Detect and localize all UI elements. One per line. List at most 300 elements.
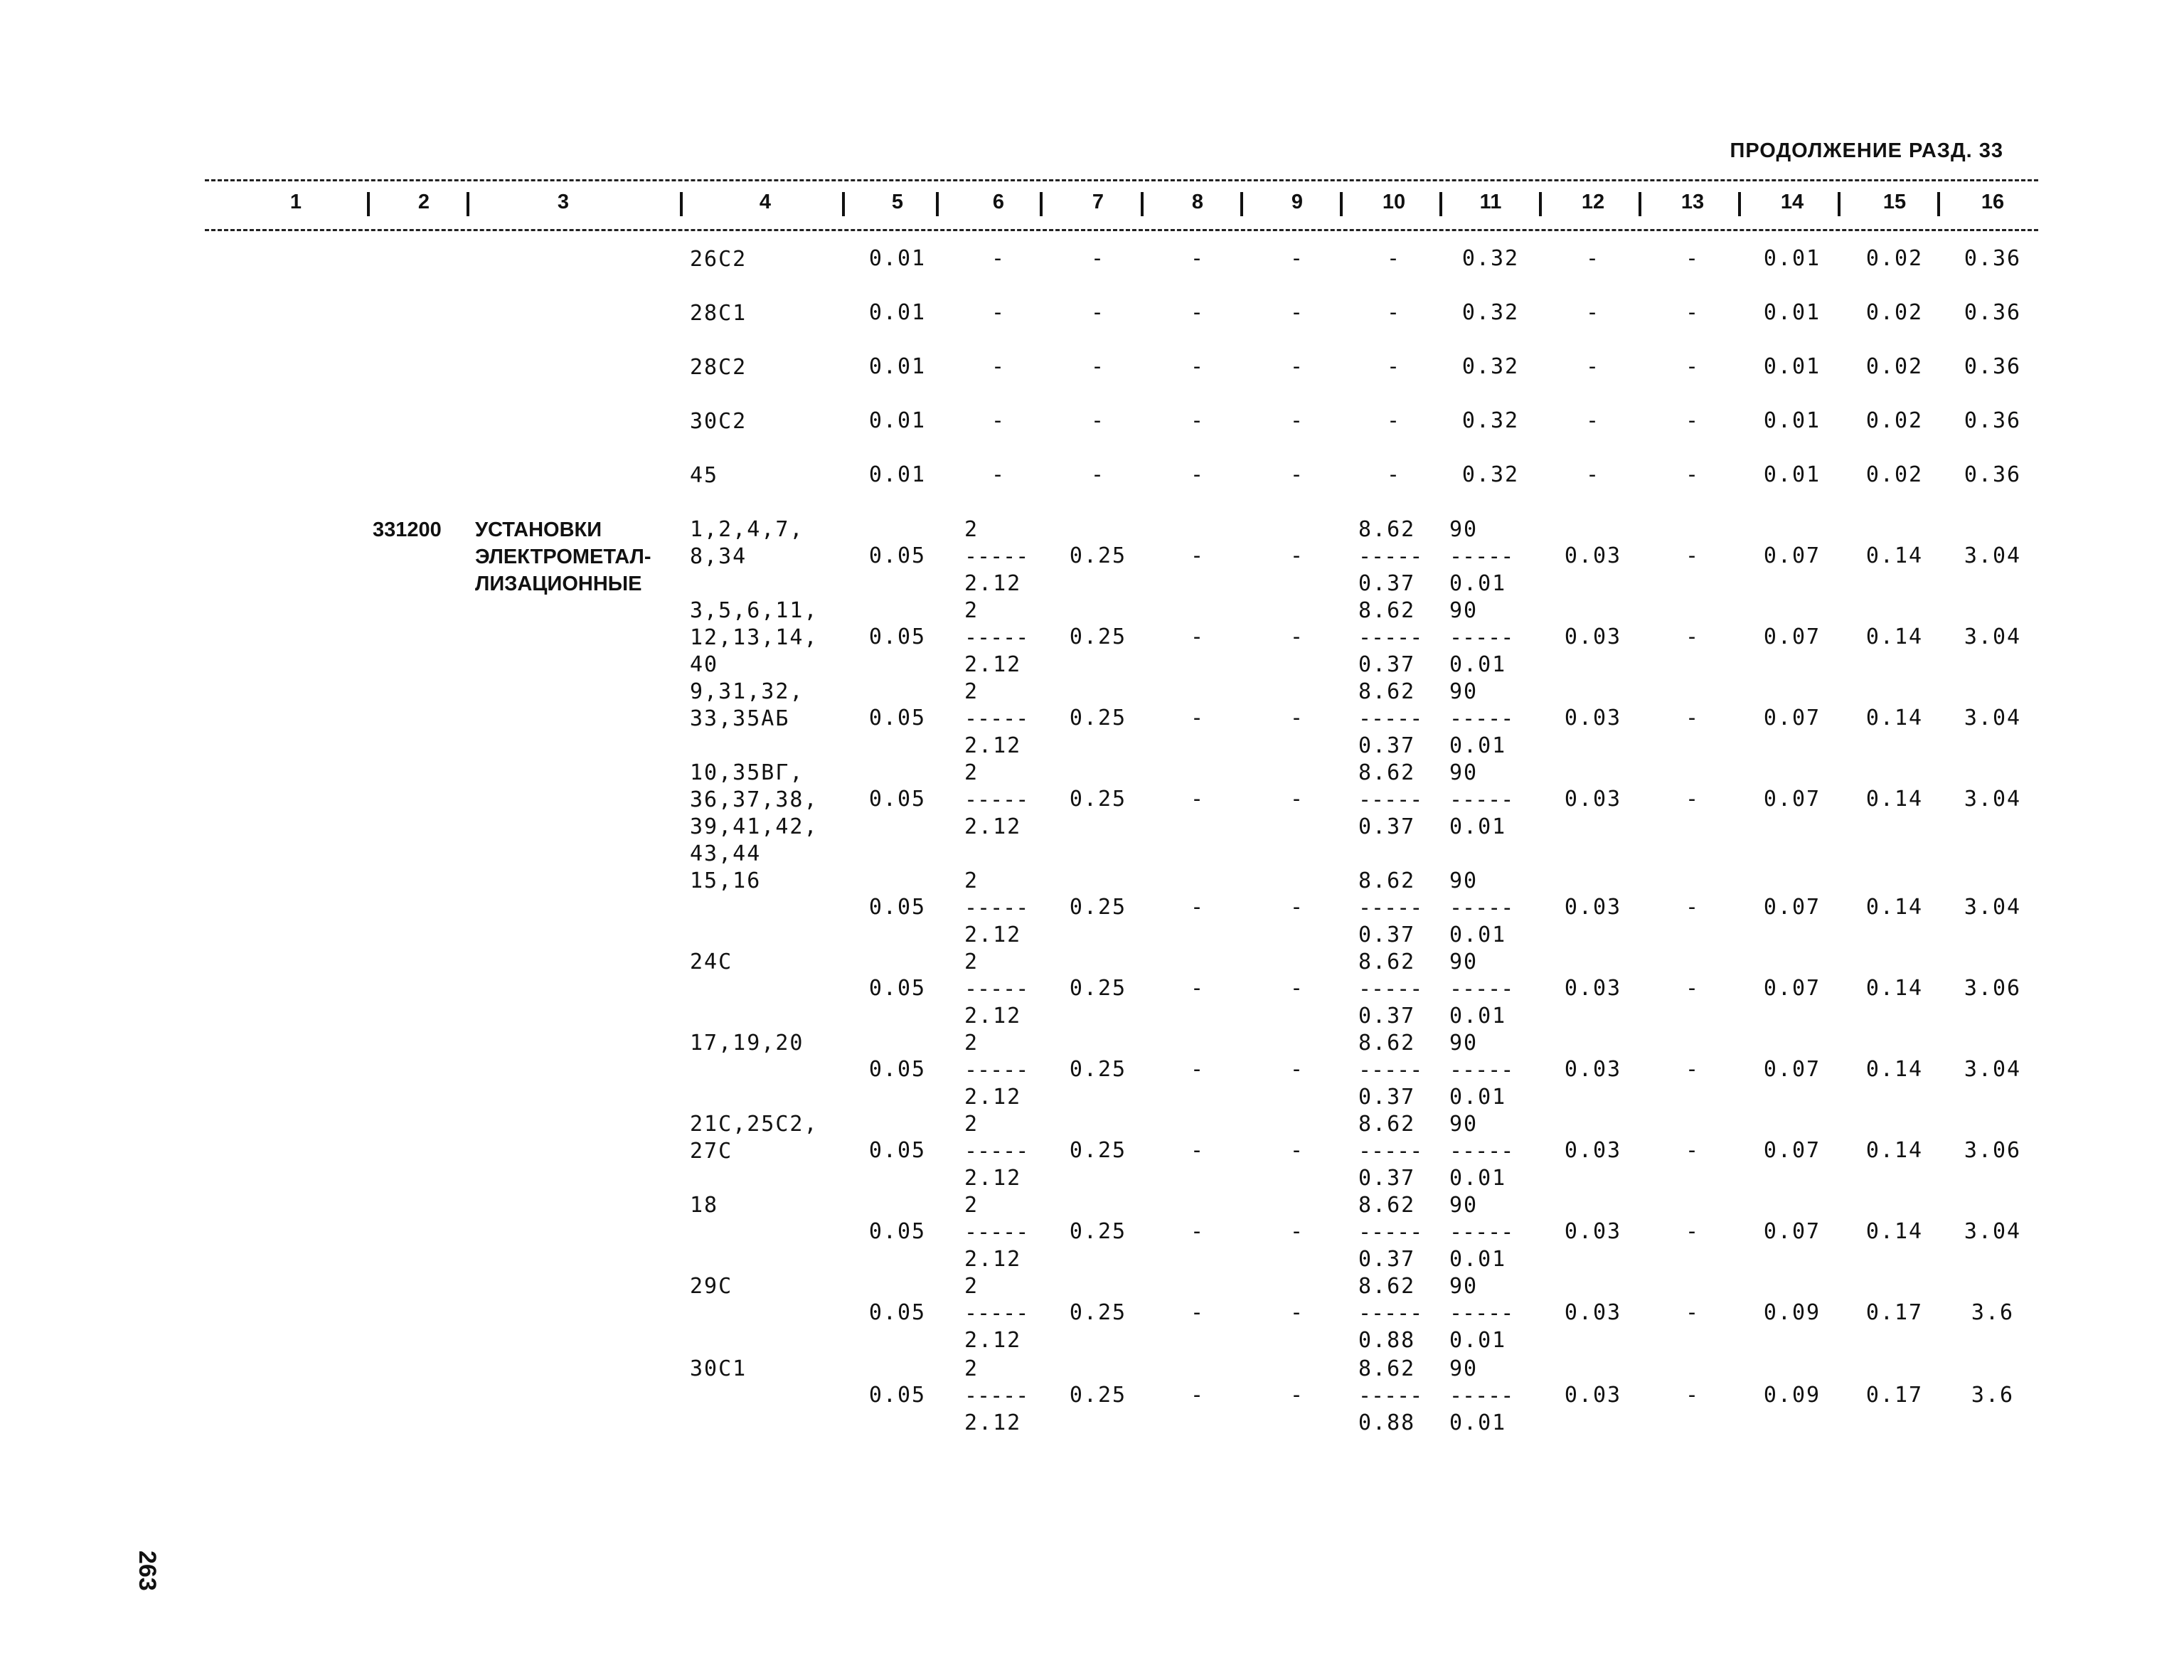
fraction-bar: ----- [1449,895,1514,920]
table-cell-c5: 0.05 [868,787,927,812]
table-cell-c10-fraction [1358,949,1422,1030]
fraction-numerator: 2 [964,1356,979,1381]
table-row-col4-line: 3,5,6,11, [690,598,819,623]
fraction-bar: ----- [1449,787,1514,812]
table-cell-c13: - [1685,408,1700,433]
table-cell-c13: - [1685,462,1700,487]
table-cell-c7: 0.25 [1069,543,1127,568]
fraction-denominator: 2.12 [964,1004,1022,1028]
table-cell-c9: - [1289,462,1305,487]
table-cell-c9: - [1289,706,1305,730]
fraction-numerator: 90 [1449,1112,1479,1137]
fraction-denominator: 0.88 [1358,1410,1416,1435]
fraction-denominator: 0.37 [1358,1247,1416,1272]
fraction-denominator: 2.12 [964,1247,1022,1272]
fraction-denominator: 0.01 [1449,1004,1507,1028]
table-cell-c10: - [1386,246,1402,271]
table-cell-c6-fraction [964,949,1028,1030]
table-cell-c7: - [1090,408,1106,433]
table-cell-c14: 0.09 [1763,1300,1821,1325]
table-row-col4-line: 1,2,4,7, [690,517,804,542]
fraction-bar: ----- [1358,544,1423,569]
fraction-numerator: 8.62 [1358,517,1416,542]
fraction-numerator: 8.62 [1358,598,1416,623]
fraction-bar: ----- [964,1301,1029,1326]
fraction-bar: ----- [964,1058,1029,1083]
fraction-denominator: 0.37 [1358,652,1416,677]
fraction-denominator: 2.12 [964,733,1022,758]
table-row-col4-line: 33,35АБ [690,706,790,731]
table-cell-c15: 0.14 [1865,543,1924,568]
table-cell-c15: 0.14 [1865,787,1924,812]
table-cell-c16: 3.04 [1964,706,2022,730]
fraction-denominator: 0.01 [1449,814,1507,839]
table-cell-c15: 0.14 [1865,1057,1924,1082]
table-cell-c10: - [1386,354,1402,379]
fraction-numerator: 8.62 [1358,1356,1416,1381]
column-number-3: 3 [557,191,570,213]
table-cell-c11: 0.32 [1461,246,1520,271]
table-cell-c14: 0.01 [1763,300,1821,325]
table-cell-c6: - [991,462,1006,487]
table-cell-c7: 0.25 [1069,1057,1127,1082]
table-cell-c11-fraction [1449,516,1513,597]
fraction-denominator: 0.01 [1449,733,1507,758]
fraction-numerator: 2 [964,517,979,542]
fraction-numerator: 2 [964,950,979,974]
table-cell-c9: - [1289,1138,1305,1163]
table-row-col4: 26С2 [690,247,747,272]
table-cell-c8: - [1190,462,1205,487]
fraction-numerator: 90 [1449,1193,1479,1218]
table-cell-c6-fraction [964,868,1028,949]
fraction-bar: ----- [1449,1301,1514,1326]
table-cell-c10: - [1386,300,1402,325]
table-row-col4-line: 24С [690,950,733,974]
table-cell-c14: 0.07 [1763,787,1821,812]
table-cell-c9: - [1289,1300,1305,1325]
table-cell-c5: 0.05 [868,1219,927,1244]
table-cell-c8: - [1190,787,1205,812]
fraction-numerator: 8.62 [1358,1193,1416,1218]
group-code: 331200 [373,519,442,541]
table-cell-c12: 0.03 [1564,624,1622,649]
table-cell-c8: - [1190,543,1205,568]
column-number-16: 16 [1981,191,2005,213]
table-cell-c7: 0.25 [1069,895,1127,920]
table-cell-c7: - [1090,300,1106,325]
table-cell-c15: 0.14 [1865,624,1924,649]
column-number-10: 10 [1382,191,1406,213]
table-cell-c11: 0.32 [1461,408,1520,433]
fraction-bar: ----- [1358,1383,1423,1408]
table-cell-c6: - [991,300,1006,325]
table-cell-c16: 3.04 [1964,787,2022,812]
table-cell-c10: - [1386,462,1402,487]
table-cell-c16: 0.36 [1964,408,2022,433]
table-cell-c5: 0.05 [868,706,927,730]
fraction-denominator: 2.12 [964,1328,1022,1353]
column-number-2: 2 [417,191,430,213]
group-name-line: ЛИЗАЦИОННЫЕ [475,573,642,595]
table-cell-c16: 3.04 [1964,543,2022,568]
fraction-bar: ----- [964,787,1029,812]
fraction-denominator: 0.01 [1449,1085,1507,1110]
table-cell-c7: 0.25 [1069,706,1127,730]
table-cell-c6-fraction [964,1356,1028,1437]
fraction-numerator: 8.62 [1358,868,1416,893]
table-cell-c12: 0.03 [1564,706,1622,730]
fraction-numerator: 90 [1449,517,1479,542]
table-cell-c5: 0.01 [868,354,927,379]
table-cell-c10-fraction [1358,1356,1422,1437]
table-cell-c7: 0.25 [1069,1383,1127,1408]
fraction-denominator: 0.37 [1358,571,1416,596]
fraction-bar: ----- [1358,1139,1423,1164]
fraction-denominator: 2.12 [964,814,1022,839]
table-cell-c7: 0.25 [1069,976,1127,1001]
table-cell-c14: 0.01 [1763,408,1821,433]
column-number-6: 6 [992,191,1005,213]
table-cell-c12: - [1585,462,1601,487]
fraction-numerator: 2 [964,1112,979,1137]
table-row-col4-line: 12,13,14, [690,625,819,650]
fraction-bar: ----- [1449,544,1514,569]
table-cell-c6-fraction [964,679,1028,760]
table-cell-c10-fraction [1358,679,1422,760]
table-cell-c8: - [1190,408,1205,433]
table-cell-c14: 0.09 [1763,1383,1821,1408]
table-cell-c8: - [1190,976,1205,1001]
table-cell-c10-fraction [1358,1111,1422,1192]
fraction-numerator: 8.62 [1358,1112,1416,1137]
fraction-bar: ----- [1449,977,1514,1001]
table-cell-c13: - [1685,1138,1700,1163]
table-cell-c13: - [1685,1383,1700,1408]
column-number-15: 15 [1882,191,1907,213]
fraction-bar: ----- [1449,625,1514,650]
column-number-12: 12 [1581,191,1605,213]
fraction-bar: ----- [1358,787,1423,812]
column-number-8: 8 [1191,191,1204,213]
table-cell-c12: 0.03 [1564,895,1622,920]
fraction-bar: ----- [1358,1220,1423,1245]
table-cell-c10: - [1386,408,1402,433]
table-cell-c15: 0.02 [1865,300,1924,325]
group-name-line: УСТАНОВКИ [475,519,602,541]
table-cell-c13: - [1685,300,1700,325]
table-cell-c16: 3.04 [1964,624,2022,649]
table-cell-c12: 0.03 [1564,1300,1622,1325]
table-cell-c14: 0.07 [1763,895,1821,920]
fraction-numerator: 2 [964,1193,979,1218]
table-cell-c8: - [1190,1383,1205,1408]
table-cell-c7: - [1090,462,1106,487]
table-cell-c16: 3.04 [1964,895,2022,920]
table-cell-c9: - [1289,1219,1305,1244]
table-cell-c11-fraction [1449,1111,1513,1192]
fraction-denominator: 0.37 [1358,1166,1416,1191]
fraction-bar: ----- [964,895,1029,920]
table-cell-c16: 3.06 [1964,976,2022,1001]
fraction-numerator: 2 [964,1031,979,1056]
table-cell-c12: - [1585,354,1601,379]
fraction-numerator: 8.62 [1358,950,1416,974]
fraction-bar: ----- [1449,1383,1514,1408]
table-cell-c5: 0.05 [868,1383,927,1408]
table-cell-c7: 0.25 [1069,624,1127,649]
table-row-col4: 28С1 [690,301,747,326]
table-row-col4: 45 [690,463,719,488]
table-cell-c5: 0.01 [868,462,927,487]
table-cell-c7: - [1090,246,1106,271]
table-cell-c13: - [1685,787,1700,812]
fraction-bar: ----- [1449,1058,1514,1083]
table-cell-c12: 0.03 [1564,1219,1622,1244]
table-cell-c8: - [1190,300,1205,325]
fraction-numerator: 8.62 [1358,1031,1416,1056]
table-cell-c15: 0.14 [1865,706,1924,730]
column-number-11: 11 [1479,191,1502,213]
table-row-col4-line: 27С [690,1139,733,1164]
table-cell-c15: 0.02 [1865,354,1924,379]
table-cell-c14: 0.07 [1763,624,1821,649]
table-cell-c5: 0.05 [868,624,927,649]
table-cell-c7: 0.25 [1069,787,1127,812]
fraction-denominator: 0.01 [1449,652,1507,677]
fraction-numerator: 90 [1449,950,1479,974]
fraction-denominator: 0.37 [1358,1085,1416,1110]
table-cell-c6-fraction [964,1273,1028,1354]
table-cell-c9: - [1289,787,1305,812]
table-cell-c11-fraction [1449,1356,1513,1437]
table-cell-c11-fraction [1449,1192,1513,1273]
table-cell-c14: 0.01 [1763,354,1821,379]
table-cell-c15: 0.14 [1865,895,1924,920]
table-cell-c12: 0.03 [1564,543,1622,568]
fraction-numerator: 2 [964,868,979,893]
fraction-bar: ----- [964,1220,1029,1245]
fraction-denominator: 0.01 [1449,1410,1507,1435]
table-cell-c6-fraction [964,516,1028,597]
table-cell-c16: 3.06 [1964,1138,2022,1163]
table-cell-c15: 0.02 [1865,462,1924,487]
table-cell-c15: 0.02 [1865,408,1924,433]
table-cell-c5: 0.01 [868,408,927,433]
table-cell-c9: - [1289,354,1305,379]
table-cell-c13: - [1685,354,1700,379]
table-cell-c9: - [1289,408,1305,433]
table-cell-c10-fraction [1358,760,1422,841]
fraction-denominator: 0.37 [1358,1004,1416,1028]
table-cell-c11-fraction [1449,868,1513,949]
fraction-denominator: 2.12 [964,923,1022,947]
table-row-col4-line: 10,35ВГ, [690,760,804,785]
table-cell-c8: - [1190,1300,1205,1325]
table-cell-c8: - [1190,246,1205,271]
table-cell-c14: 0.07 [1763,1219,1821,1244]
table-cell-c6: - [991,408,1006,433]
table-row-col4-line: 36,37,38, [690,787,819,812]
table-cell-c14: 0.07 [1763,706,1821,730]
table-row-col4-line: 30С1 [690,1356,747,1381]
table-cell-c7: 0.25 [1069,1138,1127,1163]
table-cell-c14: 0.01 [1763,246,1821,271]
table-cell-c15: 0.14 [1865,976,1924,1001]
fraction-numerator: 90 [1449,1356,1479,1381]
table-cell-c5: 0.05 [868,543,927,568]
table-cell-c5: 0.05 [868,895,927,920]
table-cell-c10-fraction [1358,868,1422,949]
table-cell-c6-fraction [964,1192,1028,1273]
table-cell-c13: - [1685,246,1700,271]
fraction-numerator: 90 [1449,868,1479,893]
table-cell-c16: 3.04 [1964,1057,2022,1082]
fraction-denominator: 0.37 [1358,923,1416,947]
fraction-bar: ----- [1358,1058,1423,1083]
table-cell-c16: 3.04 [1964,1219,2022,1244]
table-cell-c14: 0.07 [1763,976,1821,1001]
table-cell-c15: 0.17 [1865,1383,1924,1408]
column-number-5: 5 [891,191,904,213]
fraction-denominator: 0.01 [1449,1166,1507,1191]
table-cell-c7: 0.25 [1069,1219,1127,1244]
fraction-bar: ----- [964,544,1029,569]
table-cell-c5: 0.01 [868,246,927,271]
table-cell-c11: 0.32 [1461,300,1520,325]
table-cell-c9: - [1289,300,1305,325]
table-cell-c6-fraction [964,1030,1028,1111]
table-cell-c11-fraction [1449,1273,1513,1354]
column-number-13: 13 [1680,191,1705,213]
table-row-col4-line: 29С [690,1274,733,1299]
table-cell-c6-fraction [964,760,1028,841]
fraction-bar: ----- [1449,706,1514,731]
table-cell-c12: 0.03 [1564,787,1622,812]
table-cell-c15: 0.17 [1865,1300,1924,1325]
table-cell-c9: - [1289,895,1305,920]
table-cell-c11-fraction [1449,597,1513,679]
table-cell-c9: - [1289,624,1305,649]
fraction-numerator: 2 [964,760,979,785]
table-cell-c13: - [1685,624,1700,649]
table-cell-c5: 0.05 [868,1138,927,1163]
table-row-col4-line: 43,44 [690,841,762,866]
fraction-bar: ----- [1449,1139,1514,1164]
table-cell-c13: - [1685,895,1700,920]
fraction-denominator: 2.12 [964,1166,1022,1191]
fraction-numerator: 90 [1449,1274,1479,1299]
fraction-denominator: 0.88 [1358,1328,1416,1353]
table-row-col4-line: 39,41,42, [690,814,819,839]
table-cell-c14: 0.07 [1763,1057,1821,1082]
fraction-denominator: 2.12 [964,1410,1022,1435]
table-cell-c13: - [1685,1219,1700,1244]
table-cell-c8: - [1190,1057,1205,1082]
fraction-bar: ----- [1358,625,1423,650]
table-cell-c7: 0.25 [1069,1300,1127,1325]
fraction-denominator: 0.01 [1449,1328,1507,1353]
fraction-denominator: 0.37 [1358,733,1416,758]
fraction-numerator: 2 [964,598,979,623]
fraction-denominator: 2.12 [964,1085,1022,1110]
table-cell-c6-fraction [964,597,1028,679]
table-cell-c12: - [1585,246,1601,271]
table-cell-c9: - [1289,246,1305,271]
table-cell-c6: - [991,354,1006,379]
column-number-1: 1 [289,191,302,213]
table-cell-c9: - [1289,976,1305,1001]
table-cell-c16: 0.36 [1964,300,2022,325]
fraction-bar: ----- [964,1383,1029,1408]
table-cell-c12: - [1585,300,1601,325]
table-row-col4-line: 40 [690,652,719,677]
table-cell-c8: - [1190,1219,1205,1244]
fraction-bar: ----- [964,1139,1029,1164]
fraction-numerator: 8.62 [1358,760,1416,785]
column-number-14: 14 [1780,191,1804,213]
fraction-numerator: 2 [964,1274,979,1299]
table-cell-c16: 0.36 [1964,246,2022,271]
table-cell-c11-fraction [1449,949,1513,1030]
table-row-col4-line: 21С,25С2, [690,1112,819,1137]
fraction-numerator: 90 [1449,679,1479,704]
table-row-col4-line: 18 [690,1193,719,1218]
table-cell-c10-fraction [1358,597,1422,679]
table-cell-c15: 0.14 [1865,1219,1924,1244]
table-cell-c16: 0.36 [1964,462,2022,487]
table-row-col4: 30С2 [690,409,747,434]
table-cell-c15: 0.14 [1865,1138,1924,1163]
table-cell-c13: - [1685,1300,1700,1325]
table-cell-c12: 0.03 [1564,976,1622,1001]
fraction-bar: ----- [964,625,1029,650]
table-cell-c8: - [1190,895,1205,920]
table-cell-c13: - [1685,706,1700,730]
fraction-numerator: 8.62 [1358,679,1416,704]
table-cell-c8: - [1190,1138,1205,1163]
fraction-numerator: 90 [1449,598,1479,623]
table-cell-c9: - [1289,543,1305,568]
column-number-4: 4 [759,191,772,213]
table-cell-c14: 0.01 [1763,462,1821,487]
table-cell-c11: 0.32 [1461,354,1520,379]
table-row-col4-line: 9,31,32, [690,679,804,704]
page-number: 263 [134,1551,161,1591]
table-cell-c16: 0.36 [1964,354,2022,379]
page-header-title: ПРОДОЛЖЕНИЕ РАЗД. 33 [1730,139,2003,162]
table-cell-c13: - [1685,543,1700,568]
table-cell-c5: 0.05 [868,976,927,1001]
fraction-denominator: 0.37 [1358,814,1416,839]
fraction-numerator: 8.62 [1358,1274,1416,1299]
table-cell-c5: 0.05 [868,1057,927,1082]
fraction-denominator: 0.01 [1449,923,1507,947]
fraction-bar: ----- [964,977,1029,1001]
table-cell-c9: - [1289,1383,1305,1408]
fraction-numerator: 90 [1449,1031,1479,1056]
table-cell-c8: - [1190,624,1205,649]
table-cell-c10-fraction [1358,1273,1422,1354]
table-cell-c8: - [1190,354,1205,379]
table-cell-c12: - [1585,408,1601,433]
fraction-bar: ----- [1449,1220,1514,1245]
fraction-bar: ----- [1358,895,1423,920]
table-row-col4: 28С2 [690,355,747,380]
table-cell-c7: - [1090,354,1106,379]
table-row-col4-line: 17,19,20 [690,1031,804,1056]
table-cell-c11: 0.32 [1461,462,1520,487]
